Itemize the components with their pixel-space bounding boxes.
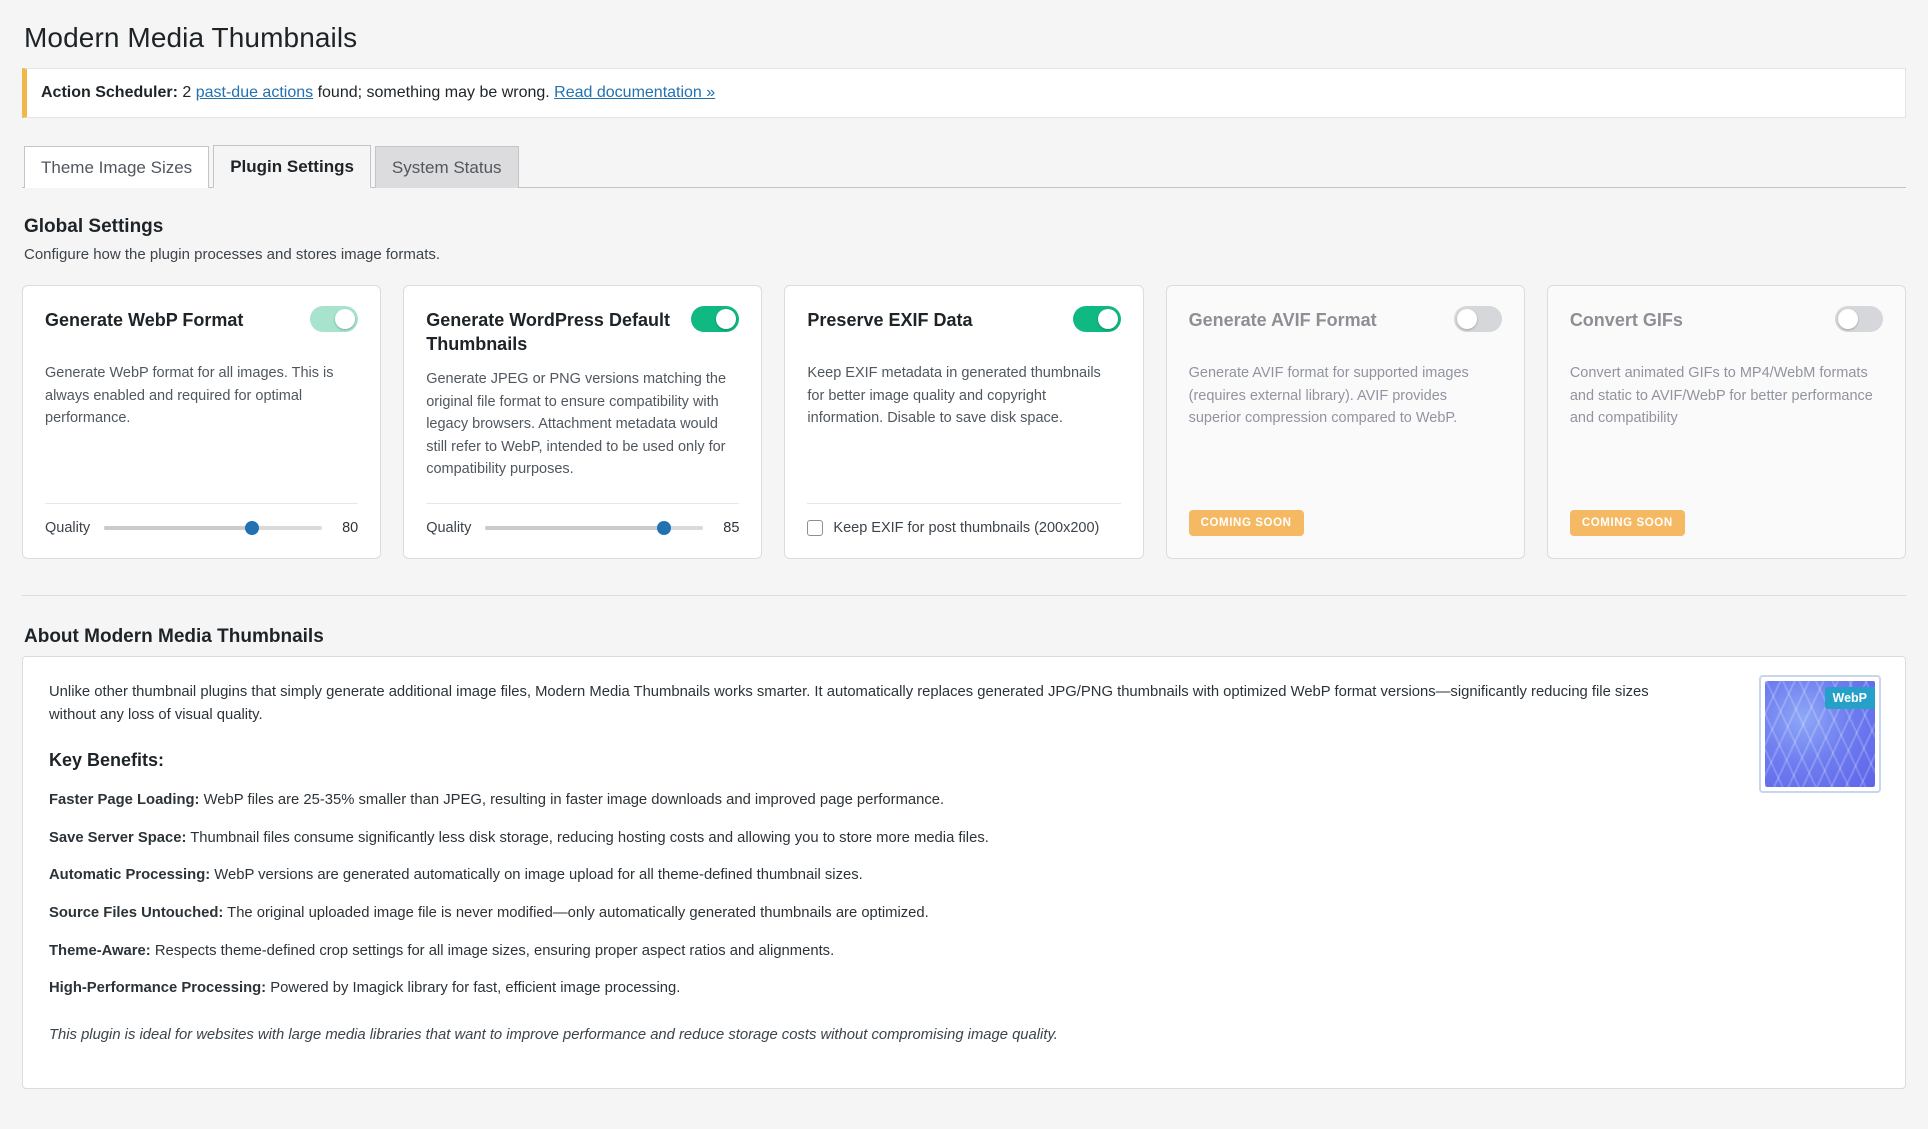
- quality-value: 85: [723, 519, 740, 536]
- card-title: Generate WebP Format: [45, 310, 244, 331]
- notice-middle-text: found; something may be wrong.: [317, 84, 550, 101]
- card-description: Generate AVIF format for supported images (requires external library). AVIF provides superior compression compared to WebP.: [1188, 365, 1469, 427]
- webp-badge: WebP: [1825, 687, 1876, 709]
- keep-exif-label: Keep EXIF for post thumbnails (200x200): [833, 519, 1100, 536]
- toggle-generate-default-thumbnails[interactable]: [691, 306, 739, 332]
- tab-plugin-settings[interactable]: Plugin Settings: [213, 145, 371, 188]
- quality-slider-default[interactable]: [485, 526, 703, 530]
- key-benefits-heading: Key Benefits:: [49, 749, 165, 770]
- card-header: [807, 306, 1120, 350]
- card-convert-gifs: [1547, 285, 1906, 558]
- quality-row-webp: [45, 503, 358, 536]
- quality-value: 80: [342, 519, 359, 536]
- card-description: Convert animated GIFs to MP4/WebM formats and static to AVIF/WebP for better performance and compatibility: [1569, 365, 1873, 427]
- toggle-generate-webp[interactable]: [310, 306, 358, 332]
- benefit-label: Faster Page Loading:: [49, 791, 200, 808]
- card-generate-wordpress-default-thumbnails: [403, 285, 762, 558]
- card-spacer: [807, 430, 1120, 497]
- notice-count: 2: [182, 84, 192, 101]
- benefit-label: Automatic Processing:: [49, 867, 211, 884]
- settings-cards: [22, 285, 1906, 558]
- slider-fill: [485, 526, 664, 530]
- coming-soon-badge: COMING SOON: [1189, 510, 1304, 536]
- card-preserve-exif-data: [784, 285, 1143, 558]
- tab-system-status[interactable]: System Status: [375, 146, 519, 188]
- quality-label: Quality: [426, 519, 472, 536]
- notice-strong-label: Action Scheduler:: [41, 84, 178, 101]
- about-panel: [22, 656, 1906, 1089]
- benefit-label: High-Performance Processing:: [49, 980, 267, 997]
- tab-theme-image-sizes[interactable]: Theme Image Sizes: [24, 146, 209, 188]
- exif-checkbox-row: [807, 503, 1120, 536]
- quality-label: Quality: [45, 519, 91, 536]
- card-header: [1570, 306, 1883, 350]
- card-generate-webp: [22, 285, 381, 558]
- toggle-knob: [1457, 309, 1477, 329]
- global-settings-heading: Global Settings: [24, 216, 164, 238]
- card-description: Generate WebP format for all images. This is always enabled and required for optimal performance.: [45, 365, 334, 427]
- about-heading: About Modern Media Thumbnails: [24, 625, 324, 647]
- toggle-knob: [1838, 309, 1858, 329]
- card-title: Preserve EXIF Data: [807, 310, 973, 331]
- webp-thumbnail-preview: [1759, 675, 1881, 793]
- toggle-convert-gifs[interactable]: [1835, 306, 1883, 332]
- benefit-item: [49, 864, 1879, 888]
- quality-slider-webp[interactable]: [104, 526, 322, 530]
- toggle-knob: [1098, 309, 1118, 329]
- benefit-item: [49, 940, 1879, 964]
- benefit-text: WebP files are 25-35% smaller than JPEG, resulting in faster image downloads and improved page performance.: [203, 791, 945, 808]
- card-title: Generate AVIF Format: [1188, 310, 1377, 331]
- benefit-text: Respects theme-defined crop settings for all image sizes, ensuring proper aspect ratios and alignments.: [154, 942, 835, 959]
- benefit-text: WebP versions are generated automatically on image upload for all theme-defined thumbnail sizes.: [214, 867, 863, 884]
- read-documentation-link[interactable]: Read documentation »: [554, 84, 716, 101]
- benefit-text: Thumbnail files consume significantly less disk storage, reducing hosting costs and allowing you to store more media files.: [190, 829, 989, 846]
- card-spacer: [1570, 430, 1883, 504]
- card-spacer: [426, 481, 739, 497]
- card-generate-avif: [1166, 285, 1525, 558]
- benefit-label: Theme-Aware:: [49, 942, 151, 959]
- slider-thumb[interactable]: [657, 521, 671, 535]
- benefit-text: Powered by Imagick library for fast, efficient image processing.: [270, 980, 681, 997]
- toggle-preserve-exif[interactable]: [1073, 306, 1121, 332]
- quality-row-default: [426, 503, 739, 536]
- card-title: Generate WordPress Default Thumbnails: [426, 310, 670, 354]
- card-header: [45, 306, 358, 350]
- benefit-label: Source Files Untouched:: [49, 904, 224, 921]
- card-header: [426, 306, 739, 356]
- past-due-actions-link[interactable]: past-due actions: [195, 84, 314, 101]
- about-footer-text: This plugin is ideal for websites with large media libraries that want to improve performance and reduce storage costs without compromising image quality.: [49, 1026, 1058, 1043]
- keep-exif-checkbox[interactable]: [807, 520, 823, 536]
- card-spacer: [45, 430, 358, 497]
- page-title: Modern Media Thumbnails: [24, 22, 358, 53]
- benefit-label: Save Server Space:: [49, 829, 187, 846]
- preview-image: [1765, 681, 1875, 787]
- settings-tabs: [22, 144, 1906, 188]
- benefit-item: [49, 827, 1879, 851]
- card-spacer: [1189, 430, 1502, 504]
- card-description: Keep EXIF metadata in generated thumbnails for better image quality and copyright information. Disable to save disk space.: [807, 365, 1101, 427]
- action-scheduler-notice: [22, 68, 1906, 118]
- card-header: [1189, 306, 1502, 350]
- section-divider: [22, 595, 1906, 596]
- toggle-knob: [335, 309, 355, 329]
- slider-thumb[interactable]: [245, 521, 259, 535]
- benefit-item: [49, 977, 1879, 1001]
- benefit-item: [49, 902, 1879, 926]
- benefit-item: [49, 789, 1879, 813]
- benefit-text: The original uploaded image file is never modified—only automatically generated thumbnails are optimized.: [227, 904, 929, 921]
- slider-fill: [104, 526, 252, 530]
- coming-soon-badge: COMING SOON: [1570, 510, 1685, 536]
- about-intro-text: Unlike other thumbnail plugins that simply generate additional image files, Modern Media Thumbnails works smarter. It automatically replaces generated JPG/PNG thumbnails with optimized WebP format versions—significantly reducing file sizes without any loss of visual quality.: [49, 683, 1649, 724]
- card-title: Convert GIFs: [1569, 310, 1683, 331]
- toggle-knob: [716, 309, 736, 329]
- card-description: Generate JPEG or PNG versions matching the original file format to ensure compatibility with legacy browsers. Attachment metadata would still refer to WebP, intended to be used only for compatibility purposes.: [426, 371, 727, 478]
- global-settings-description: Configure how the plugin processes and stores image formats.: [24, 246, 441, 264]
- toggle-generate-avif[interactable]: [1454, 306, 1502, 332]
